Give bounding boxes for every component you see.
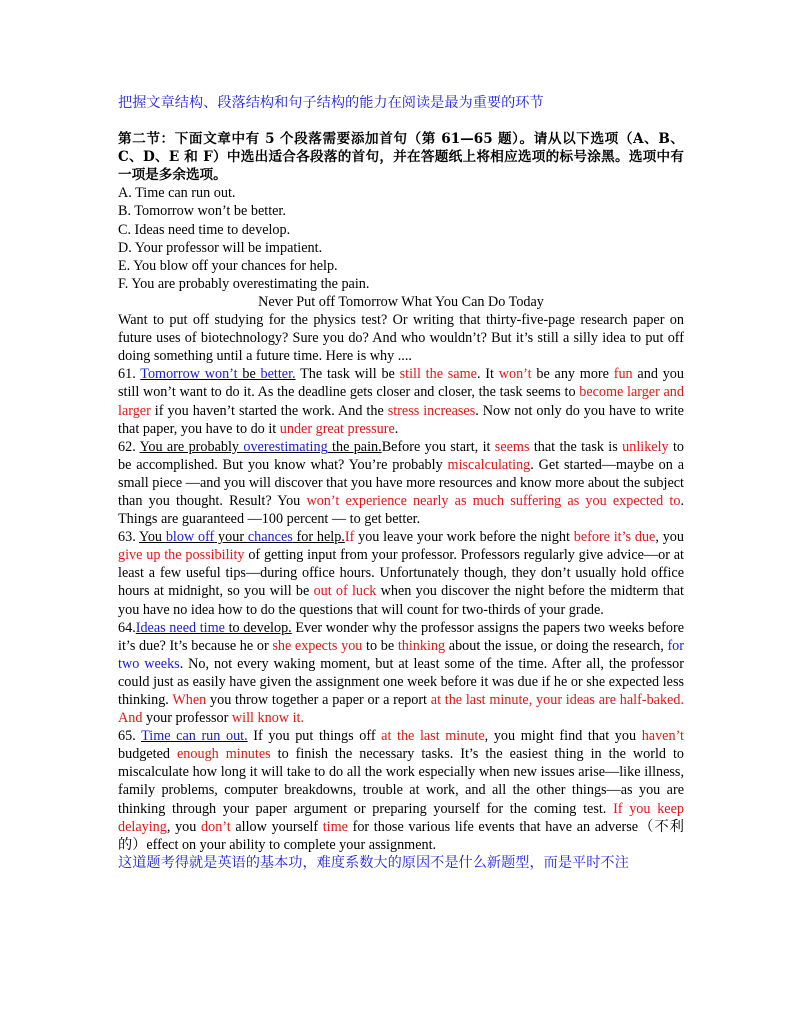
key-phrase: If you keep <box>613 800 684 817</box>
key-phrase: become larger and larger <box>118 384 684 419</box>
key-phrase: out of luck <box>313 583 377 600</box>
key-phrase: thinking <box>397 637 446 654</box>
option-d: D. Your professor will be impatient. <box>118 239 323 256</box>
key-phrase: won’t <box>498 366 532 383</box>
key-phrase: before it’s due <box>573 529 656 546</box>
key-phrase: fun <box>613 366 633 383</box>
key-phrase: seems <box>494 438 530 455</box>
option-a: A. Time can run out. <box>118 185 236 202</box>
key-phrase: at the last minute <box>381 728 485 745</box>
key-phrase: won’t experience nearly as much suffering as you expected to <box>306 492 681 509</box>
option-e: E. You blow off your chances for help. <box>118 257 338 274</box>
question-number: 63. <box>118 529 139 546</box>
intro-note: 把握文章结构、段落结构和句子结构的能力在阅读是最为重要的环节 <box>118 95 544 111</box>
paragraph-61: 61. Tomorrow won’t be better. The task will be still the same. It won’t be any more fun and you still won’t want to do it. As the deadline gets closer and closer, the task seems to become larger and larger if you haven’t started the work. And the stress increases. Now not only do you have to write that paper, you have to do it under great pressure. <box>118 366 684 437</box>
key-phrase: at the last minute, your ideas are half-baked. And <box>118 692 684 727</box>
option-b: B. Tomorrow won’t be better. <box>118 203 286 220</box>
answer-sentence: You blow off your chances for help. <box>139 529 345 546</box>
question-number: 62. <box>118 438 140 455</box>
key-phrase: If <box>344 529 355 546</box>
paragraph-63: 63. You blow off your chances for help.If you leave your work before the night before it’s due, you give up the possibility of getting input from your professor. Professors regularly give advice—or at least a few useful tips—during office hours. Unfortunately though, they don’t usually hold office hours at midnight, so you will be out of luck when you discover the night before the midterm that you have no idea how to do the questions that will count for two-thirds of your grade. <box>118 529 684 618</box>
answer-sentence: Time can run out. <box>141 728 248 745</box>
key-phrase: time <box>322 818 348 835</box>
answer-sentence: Tomorrow won’t be better. <box>140 366 296 383</box>
paragraph-62: 62. You are probably overestimating the pain.Before you start, it seems that the task is unlikely to be accomplished. But you know what? You’re probably miscalculating. Get started—maybe on a small piece —and you will discover that you have more resources and know more about the subject than you thought. Result? You won’t experience nearly as much suffering as you expected to. Things are guaranteed —100 percent — to get better. <box>118 438 685 528</box>
answer-sentence: Ideas need time to develop. <box>135 619 292 636</box>
key-phrase: don’t <box>201 818 231 835</box>
intro-paragraph: Want to put off studying for the physics test? Or writing that thirty-five-page research paper on future uses of biotechnology? Sure you do? And who wouldn’t? But it’s still a silly idea to put off doing something until a future time. Here is why .... <box>118 312 684 365</box>
closing-note: 这道题考得就是英语的基本功，难度系数大的原因不是什么新题型，而是平时不注 <box>118 854 629 871</box>
key-phrase: When <box>172 692 207 708</box>
key-phrase: give up the possibility <box>118 547 245 564</box>
options-list <box>118 184 684 293</box>
option-c: C. Ideas need time to develop. <box>118 221 291 238</box>
key-phrase: will know it. <box>231 710 305 727</box>
article-title: Never Put off Tomorrow What You Can Do Today <box>258 293 544 310</box>
question-number: 65. <box>118 728 142 745</box>
paragraph-64: 64.Ideas need time to develop. Ever wonder why the professor assigns the papers two weeks before it’s due? It’s because he or she expects you to be thinking about the issue, or doing the research, for two weeks. No, not every waking moment, but at least some of the time. After all, the professor could just as easily have given the assignment one week before it was due if he or she expected less thinking. When you throw together a paper or a report at the last minute, your ideas are half-baked. And your professor will know it. <box>118 619 684 727</box>
key-phrase: enough minutes <box>176 746 271 763</box>
answer-sentence: You are probably overestimating the pain. <box>139 438 382 455</box>
key-phrase: for two weeks <box>118 637 684 672</box>
key-phrase: unlikely <box>622 438 669 455</box>
paragraph-65: 65. Time can run out. If you put things off at the last minute, you might find that you haven’t budgeted enough minutes to finish the necessary tasks. It’s the easiest thing in the world to miscalculate how long it will take to do all the work especially when new issues arise—like illness, family problems, computer breakdowns, trouble at work, and all the other things—as you are thinking through your paper argument or preparing yourself for the coming test. If you keep delaying, you don’t allow yourself time for those various life events that have an adverse（不利的）effect on your ability to complete your assignment. <box>118 728 684 853</box>
question-number: 64. <box>118 619 136 636</box>
key-phrase: still the same <box>399 366 477 383</box>
key-phrase: haven’t <box>641 728 684 745</box>
document-page <box>118 94 684 872</box>
key-phrase: stress increases <box>387 402 476 419</box>
option-f: F. You are probably overestimating the pain. <box>118 275 370 292</box>
key-phrase: under great pressure <box>279 420 395 437</box>
key-phrase: delaying <box>118 818 167 835</box>
key-phrase: miscalculating <box>447 456 531 473</box>
key-phrase: she expects you <box>272 637 363 654</box>
section-heading: 第二节：下面文章中有 5 个段落需要添加首句（第 61—65 题）。请从以下选项（A、B、C、D、E 和 F）中选出适合各段落的首句，并在答题纸上将相应选项的标号涂黑。选项中有一项是多余选项。 <box>118 131 684 184</box>
question-number: 61. <box>118 366 141 383</box>
